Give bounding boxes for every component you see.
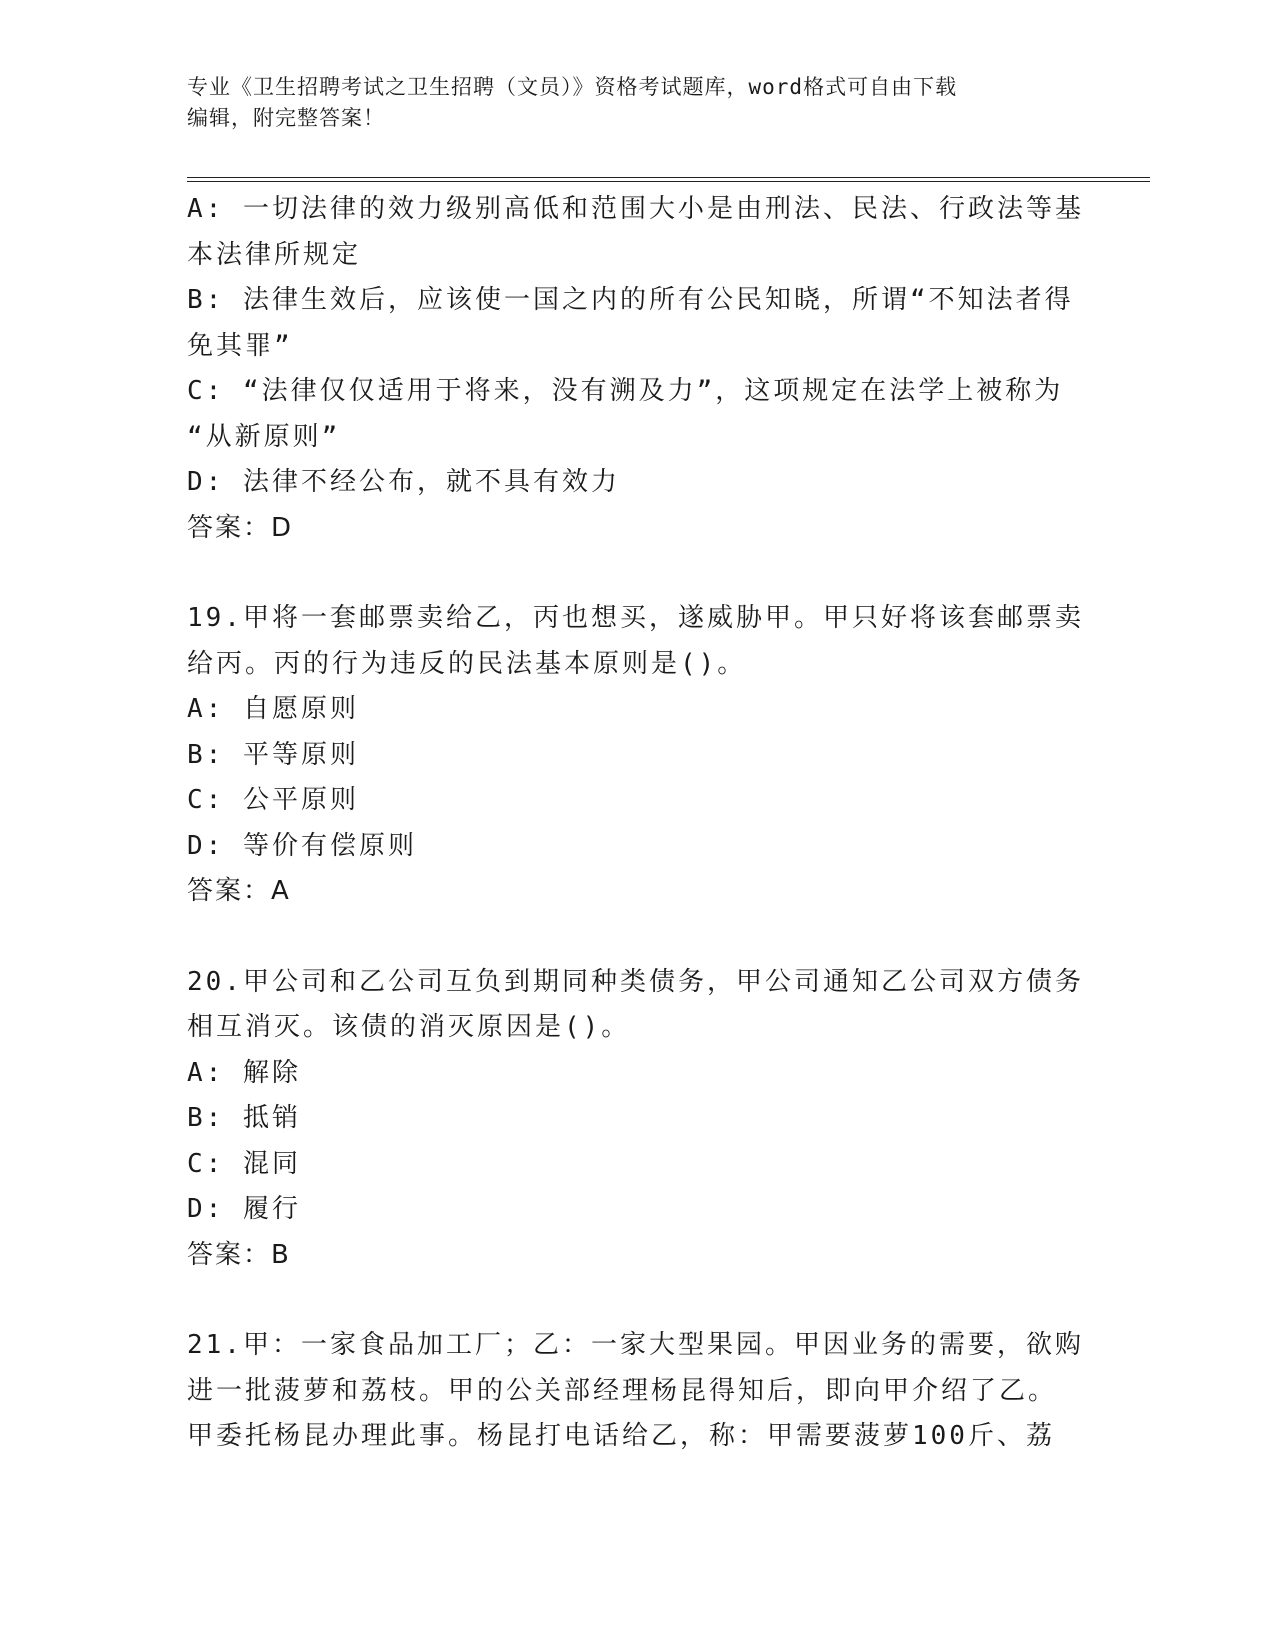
option-a: A: 自愿原则 xyxy=(187,694,359,724)
option-c-line-1: C: “法律仅仅适用于将来，没有溯及力”，这项规定在法学上被称为 xyxy=(187,376,1064,406)
option-c: C: 公平原则 xyxy=(187,785,359,815)
question-stem-line-3: 甲委托杨昆办理此事。杨昆打电话给乙，称：甲需要菠萝100斤、荔 xyxy=(187,1421,1055,1451)
option-d: D: 等价有偿原则 xyxy=(187,830,417,861)
option-a-line-1: A: 一切法律的效力级别高低和范围大小是由刑法、民法、行政法等基 xyxy=(187,194,1084,224)
header-divider-top xyxy=(187,177,1150,178)
question-stem-line-2: 相互消灭。该债的消灭原因是()。 xyxy=(187,1012,631,1042)
question-stem-line-1: 20.甲公司和乙公司互负到期同种类债务，甲公司通知乙公司双方债务 xyxy=(187,966,1084,997)
question-stem-line-2: 进一批菠萝和荔枝。甲的公关部经理杨昆得知后，即向甲介绍了乙。 xyxy=(187,1375,1058,1406)
option-b-line-2: 免其罪” xyxy=(187,330,293,361)
option-b: B: 抵销 xyxy=(187,1103,301,1133)
option-d: D: 履行 xyxy=(187,1194,301,1224)
question-21 xyxy=(187,1323,1087,1460)
header-line-1: 专业《卫生招聘考试之卫生招聘（文员）》资格考试题库，word格式可自由下载 xyxy=(187,75,958,99)
option-a-line-2: 本法律所规定 xyxy=(187,239,362,270)
question-18-tail xyxy=(187,187,1087,551)
option-c: C: 混同 xyxy=(187,1148,301,1179)
question-20 xyxy=(187,960,1087,1279)
header-line-2: 编辑，附完整答案！ xyxy=(187,106,385,130)
header-divider-bottom xyxy=(187,181,1150,182)
answer: 答案：B xyxy=(187,1239,291,1270)
question-stem-line-1: 19.甲将一套邮票卖给乙，丙也想买，遂威胁甲。甲只好将该套邮票卖 xyxy=(187,603,1084,633)
option-c-line-2: “从新原则” xyxy=(187,421,341,452)
question-stem-line-1: 21.甲：一家食品加工厂；乙：一家大型果园。甲因业务的需要，欲购 xyxy=(187,1330,1084,1360)
option-a: A: 解除 xyxy=(187,1057,301,1088)
question-stem-line-2: 给丙。丙的行为违反的民法基本原则是()。 xyxy=(187,648,747,679)
question-content xyxy=(187,187,1087,1460)
answer: 答案：D xyxy=(187,512,294,543)
option-d: D: 法律不经公布，就不具有效力 xyxy=(187,467,620,497)
option-b-line-1: B: 法律生效后，应该使一国之内的所有公民知晓，所谓“不知法者得 xyxy=(187,285,1074,315)
answer: 答案：A xyxy=(187,876,291,906)
document-header xyxy=(187,72,1067,134)
option-b: B: 平等原则 xyxy=(187,739,359,770)
question-19 xyxy=(187,596,1087,915)
